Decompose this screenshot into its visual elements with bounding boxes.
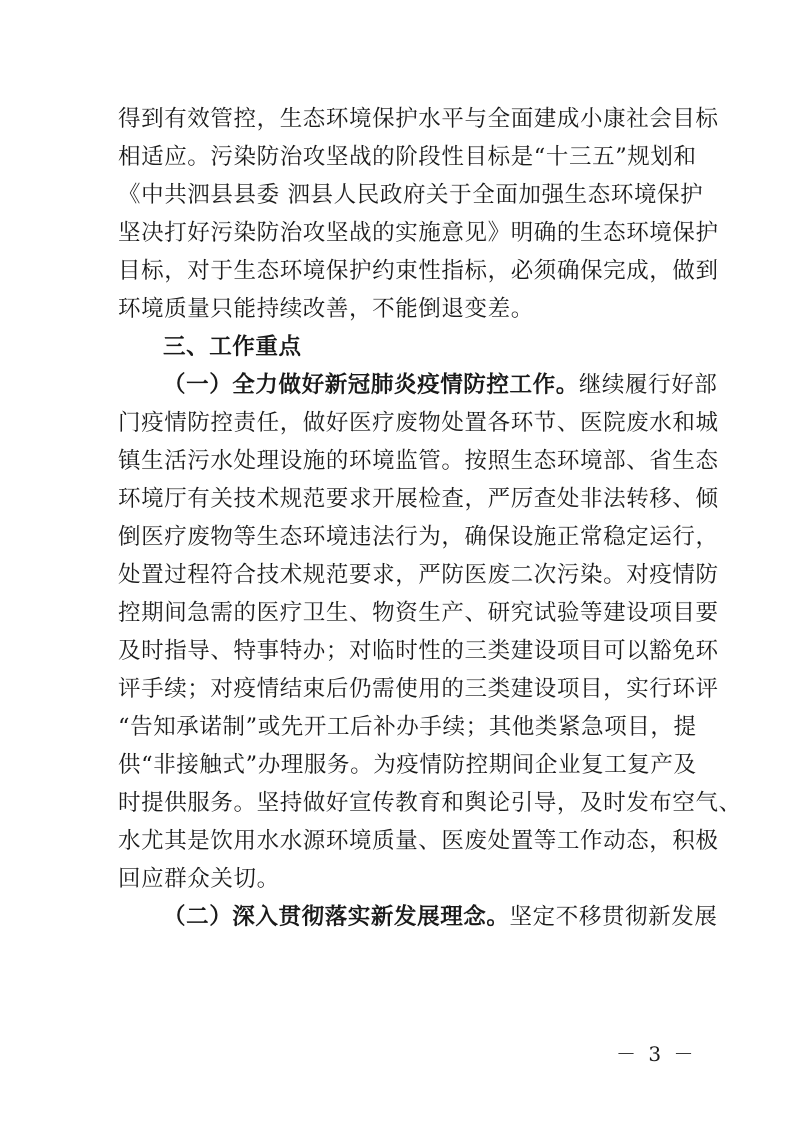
body-text-line: 环境质量只能持续改善，不能倒退变差。	[118, 296, 534, 322]
paragraph-lead-heading: （二）深入贯彻落实新发展理念。	[163, 904, 510, 930]
body-text-line: 时提供服务。坚持做好宣传教育和舆论引导，及时发布空气、	[118, 790, 742, 816]
body-text-line: 及时指导、特事特办；对临时性的三类建设项目可以豁免环	[118, 638, 719, 664]
body-text-line: 供“非接触式”办理服务。为疫情防控期间企业复工复产及	[118, 752, 697, 778]
paragraph-lead-heading: （一）全力做好新冠肺炎疫情防控工作。	[163, 372, 579, 398]
body-text-line: 环境厅有关技术规范要求开展检查，严厉查处非法转移、倾	[118, 486, 719, 512]
body-text-line: 评手续；对疫情结束后仍需使用的三类建设项目，实行环评	[118, 676, 719, 702]
body-text-line: 处置过程符合技术规范要求，严防医废二次污染。对疫情防	[118, 562, 719, 588]
body-text-line: 得到有效管控，生态环境保护水平与全面建成小康社会目标	[118, 106, 719, 132]
body-text-line: 控期间急需的医疗卫生、物资生产、研究试验等建设项目要	[118, 600, 719, 626]
body-text-line: 倒医疗废物等生态环境违法行为，确保设施正常稳定运行，	[118, 524, 719, 550]
body-text-line: 门疫情防控责任，做好医疗废物处置各环节、医院废水和城	[118, 410, 719, 436]
body-text-line: 《中共泗县县委 泗县人民政府关于全面加强生态环境保护	[118, 182, 704, 208]
body-text-line: 相适应。污染防治攻坚战的阶段性目标是“十三五”规划和	[118, 144, 697, 170]
body-text-line: 坚决打好污染防治攻坚战的实施意见》明确的生态环境保护	[118, 220, 719, 246]
paragraph-first-line	[163, 365, 718, 405]
body-text-line: “告知承诺制”或先开工后补办手续；其他类紧急项目，提	[118, 714, 697, 740]
paragraph-lead-rest: 坚定不移贯彻新发展	[509, 904, 718, 930]
section-heading: 三、工作重点	[163, 334, 302, 360]
body-text-line: 水尤其是饮用水水源环境质量、医废处置等工作动态，积极	[118, 828, 719, 854]
body-text-line: 目标，对于生态环境保护约束性指标，必须确保完成，做到	[118, 258, 719, 284]
paragraph-first-line	[163, 897, 718, 937]
paragraph-lead-rest: 继续履行好部	[578, 372, 718, 398]
page-number: － 3 －	[616, 1042, 697, 1066]
body-text-line: 回应群众关切。	[118, 866, 280, 892]
body-text-line: 镇生活污水处理设施的环境监管。按照生态环境部、省生态	[118, 448, 719, 474]
